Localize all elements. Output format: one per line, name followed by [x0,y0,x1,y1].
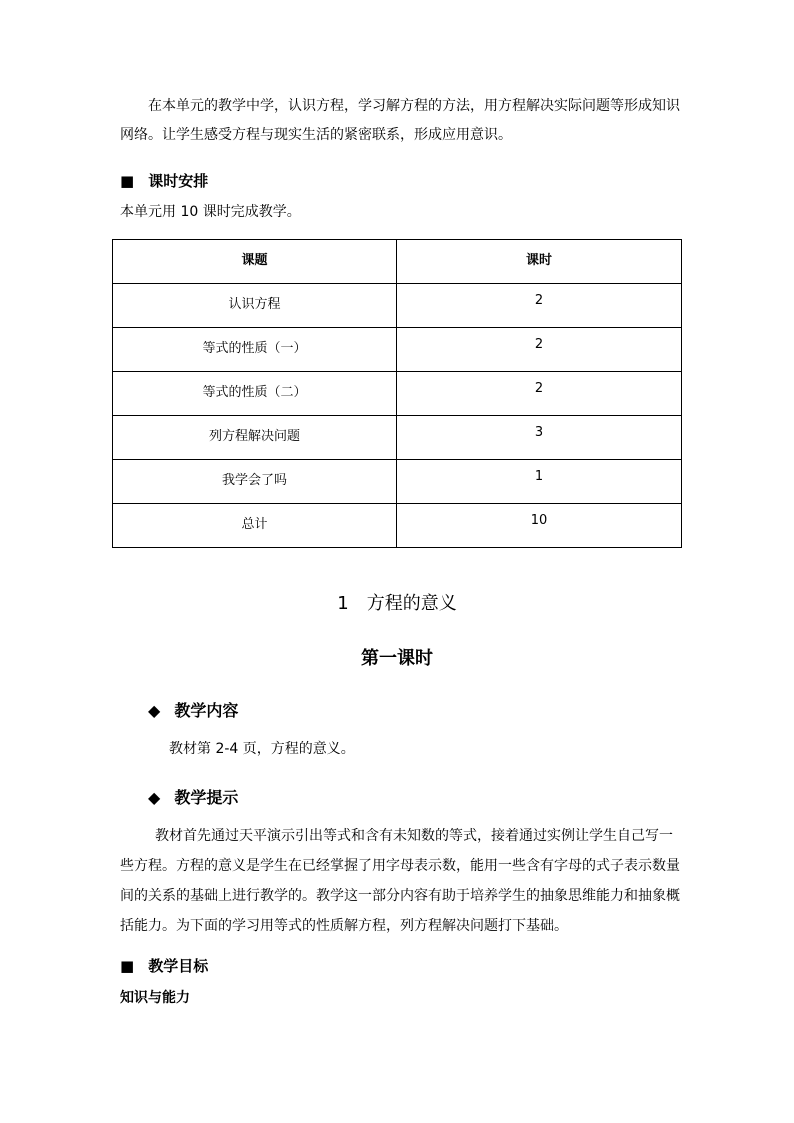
table-row [113,328,682,372]
goals-heading-text: 教学目标 [148,957,209,975]
goals-subheading: 知识与能力 [120,990,190,1006]
intro-line-1: 在本单元的教学中学，认识方程，学习解方程的方法，用方程解决实际问题等形成知识 [148,98,680,114]
table-row-total [113,504,682,548]
diamond-bullet-icon: ◆ [148,701,161,720]
cell-periods: 10 [397,504,682,548]
square-bullet-icon: ■ [120,957,135,975]
lesson-period: 第一课时 [361,648,433,669]
cell-periods: 2 [397,372,682,416]
cell-topic: 等式的性质（一） [113,328,397,372]
schedule-summary: 本单元用 10 课时完成教学。 [120,204,301,220]
table-row [113,284,682,328]
cell-topic: 等式的性质（二） [113,372,397,416]
tips-line-2: 些方程。方程的意义是学生在已经掌握了用字母表示数，能用一些含有字母的式子表示数量 [120,858,680,874]
schedule-heading [120,170,208,191]
cell-topic: 认识方程 [113,284,397,328]
cell-periods: 2 [397,284,682,328]
cell-periods: 2 [397,328,682,372]
cell-topic: 总计 [113,504,397,548]
cell-topic: 我学会了吗 [113,460,397,504]
table-header-row [113,240,682,284]
content-heading-text: 教学内容 [174,701,239,720]
cell-periods: 1 [397,460,682,504]
table-row [113,416,682,460]
header-cell-topic: 课题 [113,240,397,284]
tips-line-4: 括能力。为下面的学习用等式的性质解方程，列方程解决问题打下基础。 [120,918,568,934]
content-text: 教材第 2-4 页，方程的意义。 [169,741,355,757]
tips-line-3: 间的关系的基础上进行教学的。教学这一部分内容有助于培养学生的抽象思维能力和抽象概 [120,888,680,904]
table-row [113,372,682,416]
tips-heading [148,785,238,808]
intro-line-2: 网络。让学生感受方程与现实生活的紧密联系，形成应用意识。 [120,127,512,143]
schedule-heading-text: 课时安排 [148,172,209,190]
square-bullet-icon: ■ [120,172,135,190]
table-row [113,460,682,504]
lesson-name: 方程的意义 [366,593,457,614]
schedule-table [112,239,682,548]
lesson-title [0,589,794,615]
goals-heading [120,955,208,976]
header-cell-periods: 课时 [397,240,682,284]
tips-heading-text: 教学提示 [174,788,239,807]
cell-topic: 列方程解决问题 [113,416,397,460]
content-heading [148,698,238,721]
lesson-number: 1 [337,593,349,614]
tips-line-1: 教材首先通过天平演示引出等式和含有未知数的等式，接着通过实例让学生自己写一 [155,828,673,844]
cell-periods: 3 [397,416,682,460]
diamond-bullet-icon: ◆ [148,788,161,807]
